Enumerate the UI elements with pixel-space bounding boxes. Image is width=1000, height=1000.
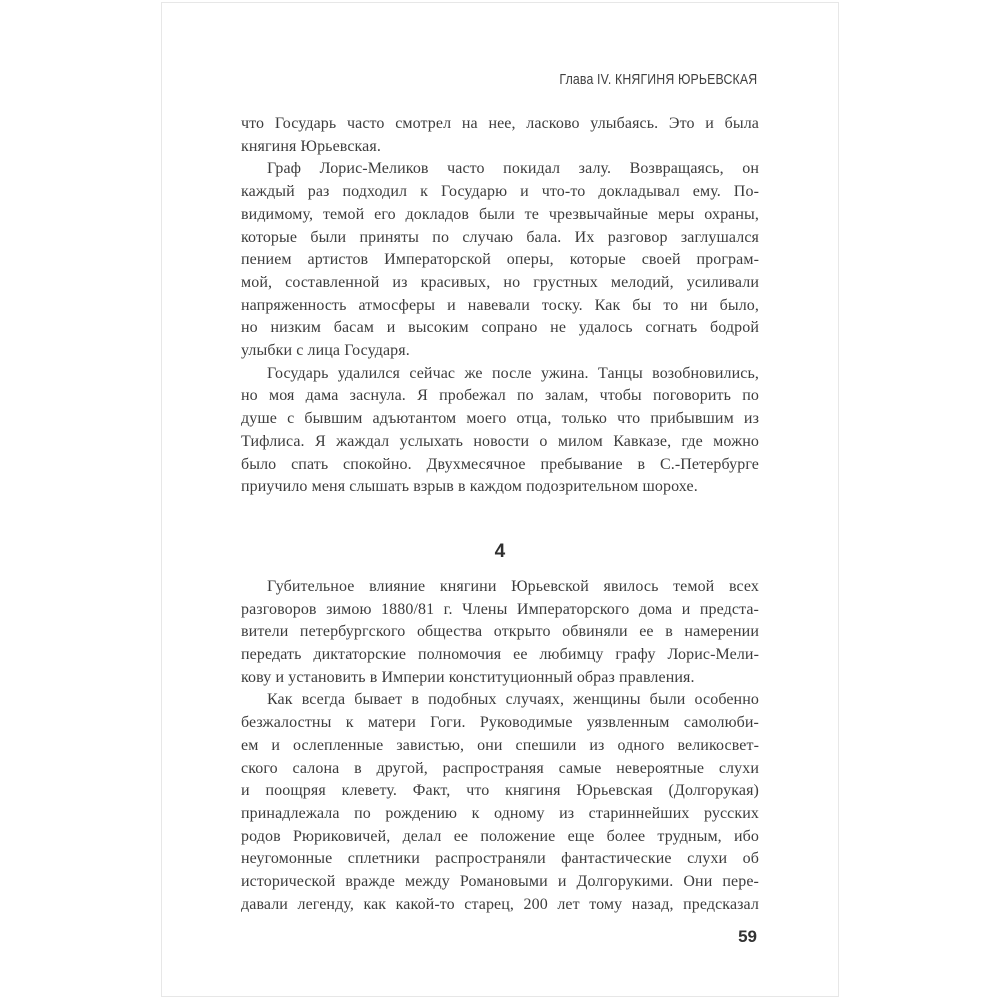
page-number: 59 [738, 927, 757, 946]
running-header-text: Глава IV. КНЯГИНЯ ЮРЬЕВСКАЯ [559, 71, 757, 88]
text-line: которые были приняты по случаю бала. Их разговор заглушался [241, 228, 759, 246]
paragraph [241, 158, 759, 362]
text-line: видимому, темой его докладов были те чрезвычайные меры охраны, [241, 205, 759, 223]
text-line: улыбки с лица Государя. [241, 342, 410, 360]
text-column [241, 113, 759, 917]
text-line: Губительное влияние княгини Юрьевской явилось темой всех [267, 577, 759, 595]
text-line: Как всегда бывает в подобных случаях, женщины были особенно [267, 691, 759, 709]
text-line: было спать спокойно. Двухмесячное пребывание в С.-Петербурге [241, 455, 759, 473]
text-line: приучило меня слышать взрыв в каждом подозрительном шорохе. [241, 478, 698, 496]
book-page [161, 2, 839, 997]
text-line: разговоров зимою 1880/81 г. Члены Императорского дома и предста- [241, 600, 759, 618]
paragraph [241, 113, 759, 158]
text-line: ем и ослепленные завистью, они спешили из одного великосвет- [241, 736, 759, 754]
text-line: что Государь часто смотрел на нее, ласково улыбаясь. Это и была [241, 115, 759, 132]
text-line: ского салона в другой, распространяя самые невероятные слухи [241, 759, 759, 777]
text-line: принадлежала по рождению к одному из стариннейших русских [241, 804, 759, 822]
text-line: душе с бывшим адъютантом моего отца, только что прибывшим из [241, 410, 759, 428]
text-line: вители петербургского общества открыто обвиняли ее в намерении [241, 623, 759, 641]
text-line: Государь удалился сейчас же после ужина. Танцы возобновились, [267, 364, 759, 382]
section-heading: 4 [494, 540, 506, 562]
text-line: мой, составленной из красивых, но грустных мелодий, усиливали [241, 273, 759, 291]
text-line: неугомонные сплетники распространяли фантастические слухи об [241, 850, 759, 868]
text-line: передать диктаторские полномочия ее любимцу графу Лорис-Мели- [241, 646, 759, 664]
text-line: родов Рюриковичей, делал ее положение еще более трудным, ибо [241, 827, 759, 845]
text-line: но низким басам и высоким сопрано не удалось согнать бодрой [241, 319, 759, 337]
text-line: исторической вражде между Романовыми и Долгорукими. Они пере- [241, 873, 759, 891]
text-line: напряженность атмосферы и навевали тоску. Как бы то ни было, [241, 296, 759, 314]
text-line: и поощряя клевету. Факт, что княгиня Юрьевская (Долгорукая) [241, 782, 759, 800]
paragraph [241, 576, 759, 690]
text-line: пением артистов Императорской оперы, которые своей програм- [241, 251, 759, 269]
paragraph [241, 689, 759, 916]
text-line: кову и установить в Империи конституционный образ правления. [241, 668, 695, 686]
text-line: безжалостны к матери Гоги. Руководимые уязвленным самолюби- [241, 714, 759, 732]
text-line: но моя дама заснула. Я пробежал по залам, чтобы поговорить по [241, 387, 759, 405]
running-header [516, 71, 757, 88]
text-line: каждый раз подходил к Государю и что-то докладывал ему. По- [241, 183, 759, 201]
text-line: давали легенду, как какой-то старец, 200 лет тому назад, предсказал [241, 895, 759, 913]
text-line: Граф Лорис-Меликов часто покидал залу. Возвращаясь, он [267, 160, 759, 178]
paragraph [241, 363, 759, 499]
text-line: княгиня Юрьевская. [241, 137, 381, 155]
text-line: Тифлиса. Я жаждал услыхать новости о милом Кавказе, где можно [241, 432, 759, 450]
